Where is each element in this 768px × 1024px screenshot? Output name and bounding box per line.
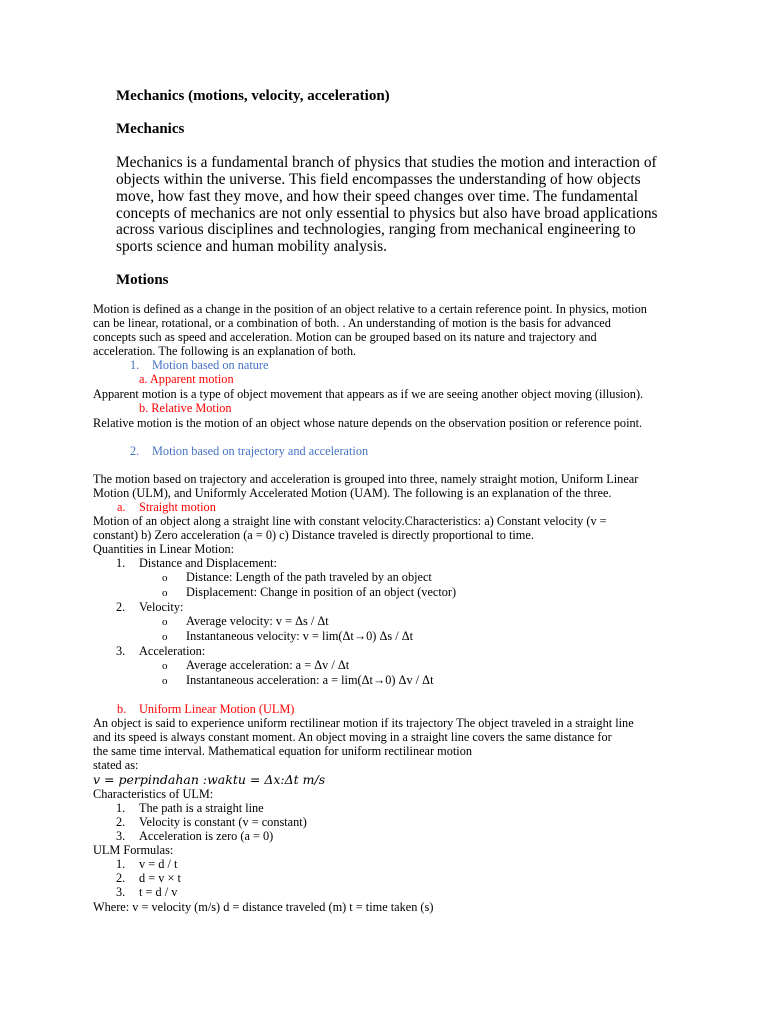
heading-motions: Motions bbox=[116, 272, 169, 288]
list-item: Instantaneous acceleration: a = lim(Δt→0) Δv / Δt bbox=[186, 673, 434, 687]
document-title: Mechanics (motions, velocity, acceleration) bbox=[116, 88, 390, 104]
list-number: 1. bbox=[116, 857, 126, 871]
subsection-straight-motion: Straight motion bbox=[139, 500, 216, 514]
list-item: Acceleration is zero (a = 0) bbox=[139, 829, 274, 843]
section-motion-trajectory: Motion based on trajectory and acceleration bbox=[152, 444, 369, 458]
trajectory-text-line: The motion based on trajectory and acceleration is grouped into three, namely straight motion, Uniform Linear bbox=[93, 472, 639, 486]
intro-line: across various disciplines and technologies, ranging from mechanical engineering to bbox=[116, 221, 636, 238]
list-letter: b. bbox=[117, 702, 127, 716]
apparent-motion-text: Apparent motion is a type of object movement that appears as if we are seeing another object moving (illusion). bbox=[93, 387, 644, 401]
subsection-relative-motion: b. Relative Motion bbox=[139, 401, 232, 415]
list-item: Average acceleration: a = Δv / Δt bbox=[186, 658, 350, 672]
list-item: The path is a straight line bbox=[139, 801, 264, 815]
quantity-acceleration: Acceleration: bbox=[139, 644, 206, 658]
subsection-ulm: Uniform Linear Motion (ULM) bbox=[139, 702, 295, 716]
bullet-icon: o bbox=[162, 616, 168, 628]
ulm-equation: 𝑣 = 𝑝𝑒𝑟𝑝𝑖𝑛𝑑𝑎ℎ𝑎𝑛 :𝑤𝑎𝑘𝑡𝑢 = Δ𝑥:Δ𝑡 𝑚/𝑠 bbox=[93, 772, 326, 787]
bullet-icon: o bbox=[162, 660, 168, 672]
motion-def-line: acceleration. The following is an explanation of both. bbox=[93, 344, 357, 358]
ulm-text-line: An object is said to experience uniform rectilinear motion if its trajectory The object traveled in a straight line bbox=[93, 716, 634, 730]
intro-line: move, how fast they move, and how their speed changes over time. The fundamental bbox=[116, 188, 638, 205]
motion-def-line: can be linear, rotational, or a combination of both. . An understanding of motion is the basis for advanced bbox=[93, 316, 611, 330]
list-number: 1. bbox=[116, 556, 126, 570]
list-number: 1. bbox=[116, 801, 126, 815]
list-item: Average velocity: v = Δs / Δt bbox=[186, 614, 329, 628]
heading-mechanics: Mechanics bbox=[116, 121, 185, 137]
ulm-text-line: stated as: bbox=[93, 758, 139, 772]
intro-line: concepts of mechanics are not only essential to physics but also have broad applications bbox=[116, 205, 658, 222]
bullet-icon: o bbox=[162, 631, 168, 643]
quantities-title: Quantities in Linear Motion: bbox=[93, 542, 235, 556]
formula-item: v = d / t bbox=[139, 857, 178, 871]
list-number: 3. bbox=[116, 885, 126, 899]
list-number: 2. bbox=[116, 815, 126, 829]
list-number: 3. bbox=[116, 644, 126, 658]
ulm-formulas-title: ULM Formulas: bbox=[93, 843, 174, 857]
list-number: 2. bbox=[130, 444, 140, 458]
list-item: Displacement: Change in position of an object (vector) bbox=[186, 585, 457, 599]
list-number: 3. bbox=[116, 829, 126, 843]
bullet-icon: o bbox=[162, 587, 168, 599]
motion-def-line: concepts such as speed and acceleration. Motion can be grouped based on its nature and trajectory and bbox=[93, 330, 597, 344]
list-letter: a. bbox=[117, 500, 126, 514]
intro-line: objects within the universe. This field encompasses the understanding of how objects bbox=[116, 171, 641, 188]
list-number: 2. bbox=[116, 871, 126, 885]
motion-def-line: Motion is defined as a change in the position of an object relative to a certain reference point. In physics, motion bbox=[93, 302, 647, 316]
ulm-text-line: and its speed is always constant moment. An object moving in a straight line covers the same distance for bbox=[93, 730, 612, 744]
straight-text-line: constant) b) Zero acceleration (a = 0) c) Distance traveled is directly proportional to time. bbox=[93, 528, 534, 542]
bullet-icon: o bbox=[162, 675, 168, 687]
ulm-text-line: the same time interval. Mathematical equation for uniform rectilinear motion bbox=[93, 744, 473, 758]
subsection-apparent-motion: a. Apparent motion bbox=[139, 372, 234, 386]
section-motion-nature: Motion based on nature bbox=[152, 358, 269, 372]
bullet-icon: o bbox=[162, 572, 168, 584]
relative-motion-text: Relative motion is the motion of an object whose nature depends on the observation position or reference point. bbox=[93, 416, 643, 430]
list-item: Velocity is constant (v = constant) bbox=[139, 815, 307, 829]
list-item: Distance: Length of the path traveled by an object bbox=[186, 570, 432, 584]
straight-text-line: Motion of an object along a straight line with constant velocity.Characteristics: a) Constant velocity (v = bbox=[93, 514, 607, 528]
formula-item: d = v × t bbox=[139, 871, 181, 885]
ulm-where-line: Where: v = velocity (m/s) d = distance traveled (m) t = time taken (s) bbox=[93, 900, 434, 914]
quantity-distance-displacement: Distance and Displacement: bbox=[139, 556, 277, 570]
list-number: 1. bbox=[130, 358, 140, 372]
list-number: 2. bbox=[116, 600, 126, 614]
intro-line: Mechanics is a fundamental branch of physics that studies the motion and interaction of bbox=[116, 154, 657, 171]
ulm-characteristics-title: Characteristics of ULM: bbox=[93, 787, 214, 801]
list-item: Instantaneous velocity: v = lim(Δt→0) Δs / Δt bbox=[186, 629, 414, 643]
quantity-velocity: Velocity: bbox=[139, 600, 184, 614]
formula-item: t = d / v bbox=[139, 885, 178, 899]
intro-line: sports science and human mobility analysis. bbox=[116, 238, 387, 255]
trajectory-text-line: Motion (ULM), and Uniformly Accelerated Motion (UAM). The following is an explanation of the three. bbox=[93, 486, 612, 500]
